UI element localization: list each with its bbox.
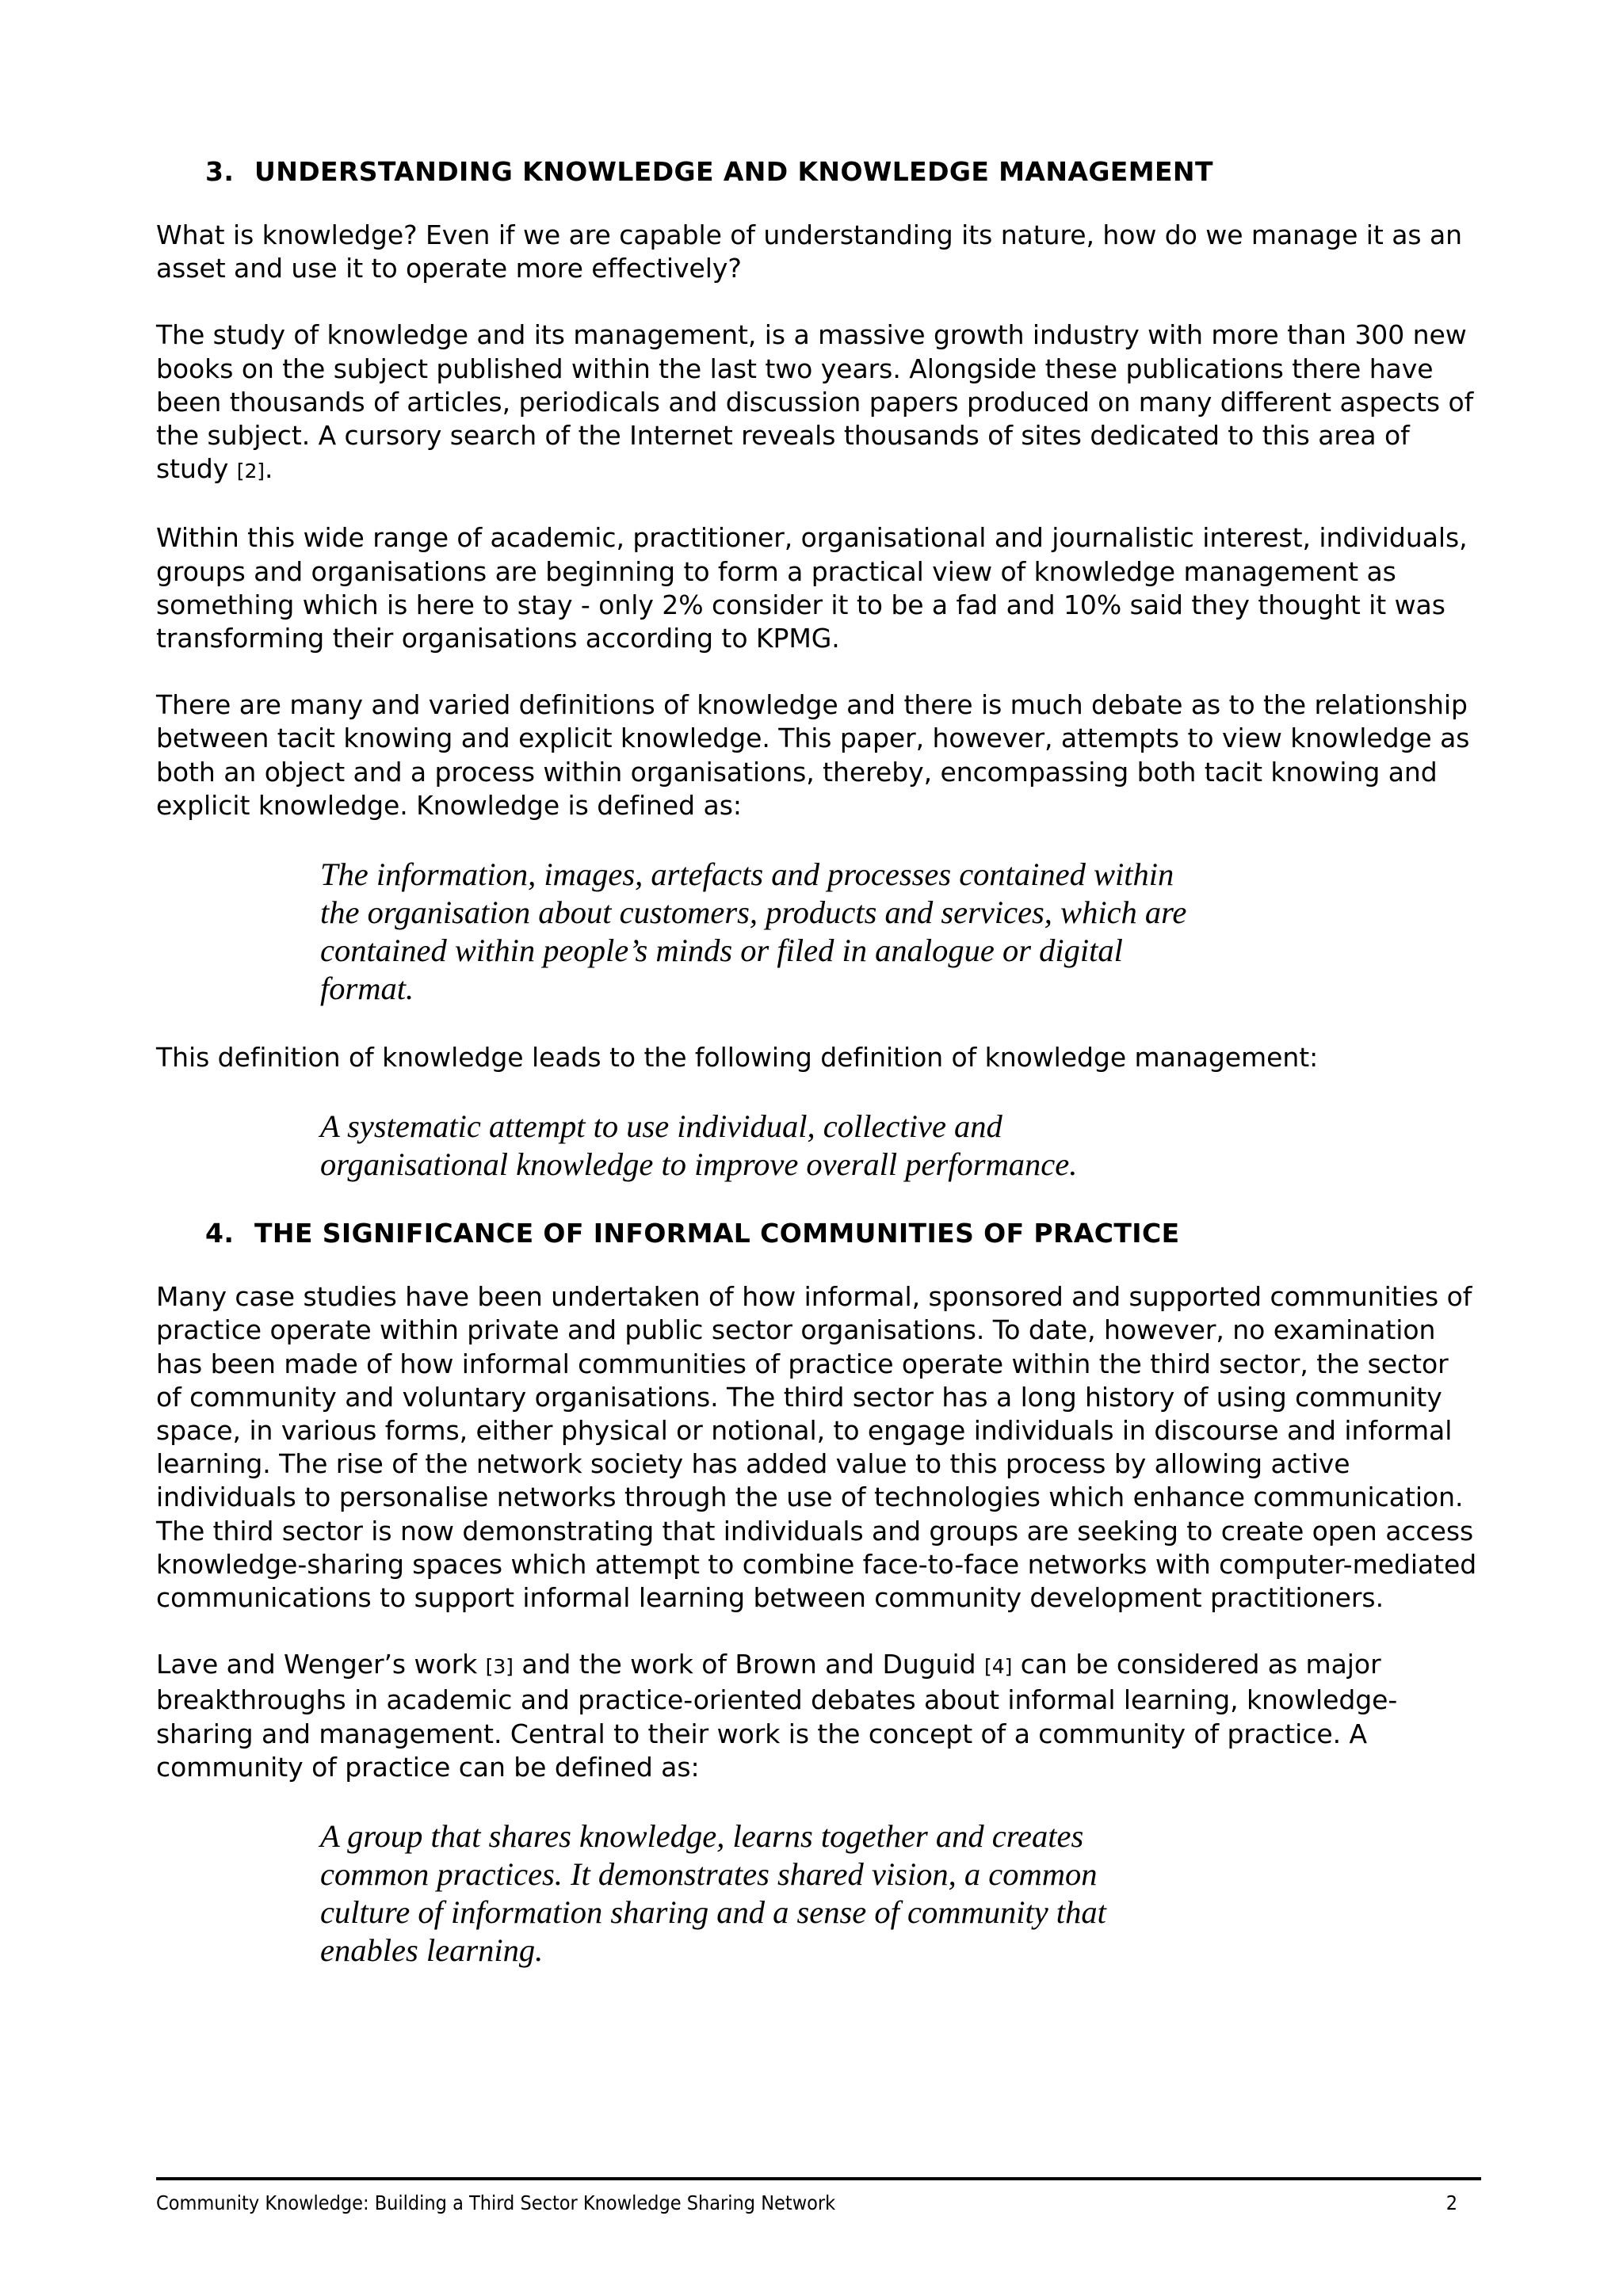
section-3-paragraph-2 [156,318,1480,488]
section-4-paragraph-2 [156,1648,1480,1784]
paragraph-text-c: can be considered as major breakthroughs in academic and practice-oriented debates about informal learning, knowledge-sharing and management. Central to their work is the concept of a community of practice. A community of practice can be defined as: [156,1649,1398,1783]
citation-ref-2: [2] [236,460,265,483]
paragraph-text-b: and the work of Brown and Duguid [521,1649,976,1680]
section-3-title: UNDERSTANDING KNOWLEDGE AND KNOWLEDGE MANAGEMENT [254,156,1213,187]
section-3-number: 3. [205,156,235,187]
section-4-number: 4. [205,1218,235,1249]
section-3-heading [205,155,1480,189]
citation-ref-4: [4] [984,1655,1013,1679]
section-4-title: THE SIGNIFICANCE OF INFORMAL COMMUNITIES OF PRACTICE [254,1218,1180,1249]
paragraph-text: The study of knowledge and its management, is a massive growth industry with more than 300 new books on the subject published within the last two years. Alongside these publications there have been thousands of articles, periodicals and discussion papers produced on many different aspects of the subject. A cursory search of the Internet reveals thousands of sites dedicated to this area of study [156,319,1474,485]
page-content [156,155,1480,2003]
section-3-paragraph-4: There are many and varied definitions of knowledge and there is much debate as to the relationship between tacit knowing and explicit knowledge. This paper, however, attempts to view knowledge as both an object and a process within organisations, thereby, encompassing both tacit knowing and explicit knowledge. Knowledge is defined as: [156,689,1470,821]
page-footer [156,2177,1481,2215]
paragraph-end: . [265,453,273,485]
page-number: 2 [1445,2191,1457,2214]
community-of-practice-definition-quote: A group that shares knowledge, learns together and creates common practices. It demonstrates shared vision, a common culture of information sharing and a sense of community that enables learning. [320,1818,1106,1969]
section-3-paragraph-3: Within this wide range of academic, practitioner, organisational and journalistic interest, individuals, groups and organisations are beginning to form a practical view of knowledge management as something which is here to stay - only 2% consider it to be a fad and 10% said they thought it was transforming their organisations according to KPMG. [156,522,1468,654]
section-4-paragraph-1: Many case studies have been undertaken of how informal, sponsored and supported communities of practice operate within private and public sector organisations. To date, however, no examination has been made of how informal communities of practice operate within the third sector, the sector of community and voluntary organisations. The third sector has a long history of using community space, in various forms, either physical or notional, to engage individuals in discourse and informal learning. The rise of the network society has added value to this process by allowing active individuals to personalise networks through the use of technologies which enhance communication. The third sector is now demonstrating that individuals and groups are seeking to create open access knowledge-sharing spaces which attempt to combine face-to-face networks with computer-mediated communications to support informal learning between community development practitioners. [156,1281,1477,1614]
section-3-paragraph-5: This definition of knowledge leads to the following definition of knowledge management: [156,1042,1319,1074]
paragraph-text-a: Lave and Wenger’s work [156,1649,478,1680]
knowledge-management-definition-quote: A systematic attempt to use individual, collective and organisational knowledge to improve overall performance. [320,1108,1078,1183]
section-3-paragraph-1: What is knowledge? Even if we are capable of understanding its nature, how do we manage it as an asset and use it to operate more effectively? [156,219,1463,284]
citation-ref-3: [3] [485,1655,514,1679]
footer-title: Community Knowledge: Building a Third Sector Knowledge Sharing Network [156,2191,836,2214]
section-4-heading [205,1217,1285,1250]
knowledge-definition-quote: The information, images, artefacts and processes contained within the organisation about customers, products and services, which are contained within people’s minds or filed in analogue or digital format. [320,856,1187,1007]
